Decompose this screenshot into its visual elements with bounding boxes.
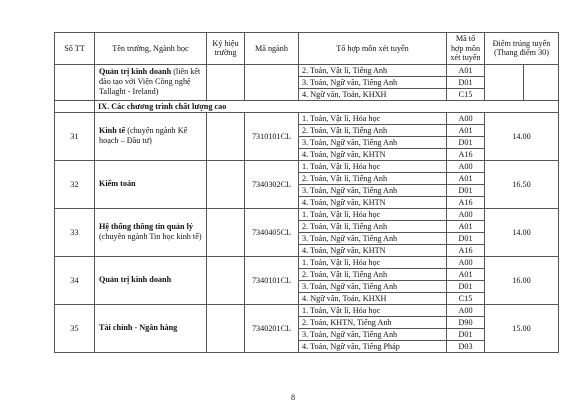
combo-code: A00 — [447, 160, 485, 172]
table-body — [55, 33, 559, 353]
admission-table — [54, 32, 559, 353]
header-combo: Tổ hợp môn xét tuyển — [299, 33, 447, 65]
program-name-cell — [95, 256, 207, 304]
program-name: Quản trị kinh doanh — [99, 275, 172, 284]
header-score: Điểm trúng tuyển (Thang điểm 30) — [485, 33, 559, 65]
combo-code: C15 — [447, 292, 485, 304]
combo-label: 2. Toán, KHTN, Tiếng Anh — [299, 316, 447, 328]
combo-code: D01 — [447, 136, 485, 148]
program-name-cell — [95, 208, 207, 256]
header-name: Tên trường, Ngành học — [95, 33, 207, 65]
stt-cell: 31 — [55, 112, 95, 160]
symbol-cell — [207, 304, 245, 352]
combo-label: 4. Toán, Ngữ văn, KHTN — [299, 148, 447, 160]
score-cell: 15.00 — [485, 304, 559, 352]
combo-label: 3. Toán, Ngữ văn, Tiếng Anh — [299, 76, 447, 88]
combo-code: A00 — [447, 208, 485, 220]
section-title: IX. Các chương trình chất lượng cao — [95, 100, 559, 112]
combo-code: A16 — [447, 148, 485, 160]
combo-label: 4. Toán, Ngữ văn, KHTN — [299, 196, 447, 208]
symbol-cell — [207, 208, 245, 256]
program-note: (chuyên ngành Kế hoạch – Đầu tư) — [99, 126, 188, 145]
table-row — [55, 256, 559, 268]
symbol-cell — [207, 256, 245, 304]
combo-code: A01 — [447, 64, 485, 76]
score-cell: 16.00 — [485, 256, 559, 304]
score-cell: 14.00 — [485, 112, 559, 160]
code-cell — [245, 64, 299, 100]
score-cell: 14.00 — [485, 208, 559, 256]
combo-code: A01 — [447, 124, 485, 136]
combo-label: 1. Toán, Vật lí, Hóa học — [299, 304, 447, 316]
program-note: (chuyên ngành Tin học kinh tế) — [99, 232, 202, 241]
combo-label: 3. Toán, Ngữ văn, Tiếng Anh — [299, 184, 447, 196]
program-code: 7340101CL — [245, 256, 299, 304]
combo-label: 2. Toán, Vật lí, Tiếng Anh — [299, 124, 447, 136]
combo-code: D01 — [447, 76, 485, 88]
header-combo-code: Mã tổ hợp môn xét tuyển — [447, 33, 485, 65]
program-name: Hệ thống thông tin quản lý — [99, 222, 193, 231]
combo-label: 2. Toán, Vật lí, Tiếng Anh — [299, 268, 447, 280]
program-note: (liên kết đào tạo với Viện Công nghệ Tallaght - Ireland) — [99, 67, 201, 96]
table-row — [55, 112, 559, 124]
combo-code: D90 — [447, 316, 485, 328]
program-name-cell — [95, 304, 207, 352]
combo-label: 1. Toán, Vật lí, Hóa học — [299, 208, 447, 220]
program-name: Kiểm toán — [99, 179, 136, 188]
symbol-cell — [207, 112, 245, 160]
table-header-row — [55, 33, 559, 65]
program-name: Kinh tế — [99, 126, 126, 135]
header-symbol: Ký hiệu trường — [207, 33, 245, 65]
stt-cell: 35 — [55, 304, 95, 352]
stt-cell — [55, 64, 95, 100]
combo-label: 3. Toán, Ngữ văn, Tiếng Anh — [299, 328, 447, 340]
combo-label: 1. Toán, Vật lí, Hóa học — [299, 112, 447, 124]
page-number: 8 — [291, 393, 295, 402]
combo-code: C15 — [447, 88, 485, 100]
combo-code: A16 — [447, 196, 485, 208]
combo-label: 4. Toán, Ngữ văn, KHTN — [299, 244, 447, 256]
combo-code: A16 — [447, 244, 485, 256]
combo-code: D01 — [447, 232, 485, 244]
program-name: Quản trị kinh doanh — [99, 67, 172, 76]
program-code: 7310101CL — [245, 112, 299, 160]
combo-code: A00 — [447, 112, 485, 124]
score-extra-cell — [524, 64, 559, 100]
combo-label: 3. Toán, Ngữ văn, Tiếng Anh — [299, 232, 447, 244]
table-row — [55, 160, 559, 172]
combo-code: D01 — [447, 280, 485, 292]
combo-label: 2. Toán, Vật lí, Tiếng Anh — [299, 220, 447, 232]
combo-code: A01 — [447, 268, 485, 280]
program-code: 7340302CL — [245, 160, 299, 208]
symbol-cell — [207, 160, 245, 208]
section-row — [55, 100, 559, 112]
combo-label: 3. Toán, Ngữ văn, Tiếng Anh — [299, 280, 447, 292]
combo-code: A00 — [447, 304, 485, 316]
combo-label: 4. Toán, Ngữ văn, Tiếng Pháp — [299, 340, 447, 352]
combo-label: 4. Ngữ văn, Toán, KHXH — [299, 292, 447, 304]
combo-label: 3. Toán, Ngữ văn, Tiếng Anh — [299, 136, 447, 148]
program-name: Tài chính - Ngân hàng — [99, 323, 178, 332]
combo-label: 4. Ngữ văn, Toán, KHXH — [299, 88, 447, 100]
combo-label: 1. Toán, Vật lí, Hóa học — [299, 160, 447, 172]
combo-label: 2. Toán, Vật lí, Tiếng Anh — [299, 172, 447, 184]
table-row — [55, 304, 559, 316]
stt-cell: 34 — [55, 256, 95, 304]
combo-code: D03 — [447, 340, 485, 352]
combo-code: D01 — [447, 184, 485, 196]
stt-cell — [55, 100, 95, 112]
score-cell: 16.50 — [485, 160, 559, 208]
combo-label: 2. Toán, Vật lí, Tiếng Anh — [299, 64, 447, 76]
symbol-cell — [207, 64, 245, 100]
program-name-cell — [95, 160, 207, 208]
table-row — [55, 208, 559, 220]
combo-code: A01 — [447, 172, 485, 184]
program-code: 7340405CL — [245, 208, 299, 256]
combo-code: A01 — [447, 220, 485, 232]
header-stt: Số TT — [55, 33, 95, 65]
header-code: Mã ngành — [245, 33, 299, 65]
score-cell — [485, 64, 524, 100]
combo-code: A00 — [447, 256, 485, 268]
program-code: 7340201CL — [245, 304, 299, 352]
program-name-cell — [95, 112, 207, 160]
combo-code: D01 — [447, 328, 485, 340]
stt-cell: 32 — [55, 160, 95, 208]
stt-cell: 33 — [55, 208, 95, 256]
table-row — [55, 64, 559, 76]
combo-label: 1. Toán, Vật lí, Hóa học — [299, 256, 447, 268]
program-name-cell — [95, 64, 207, 100]
